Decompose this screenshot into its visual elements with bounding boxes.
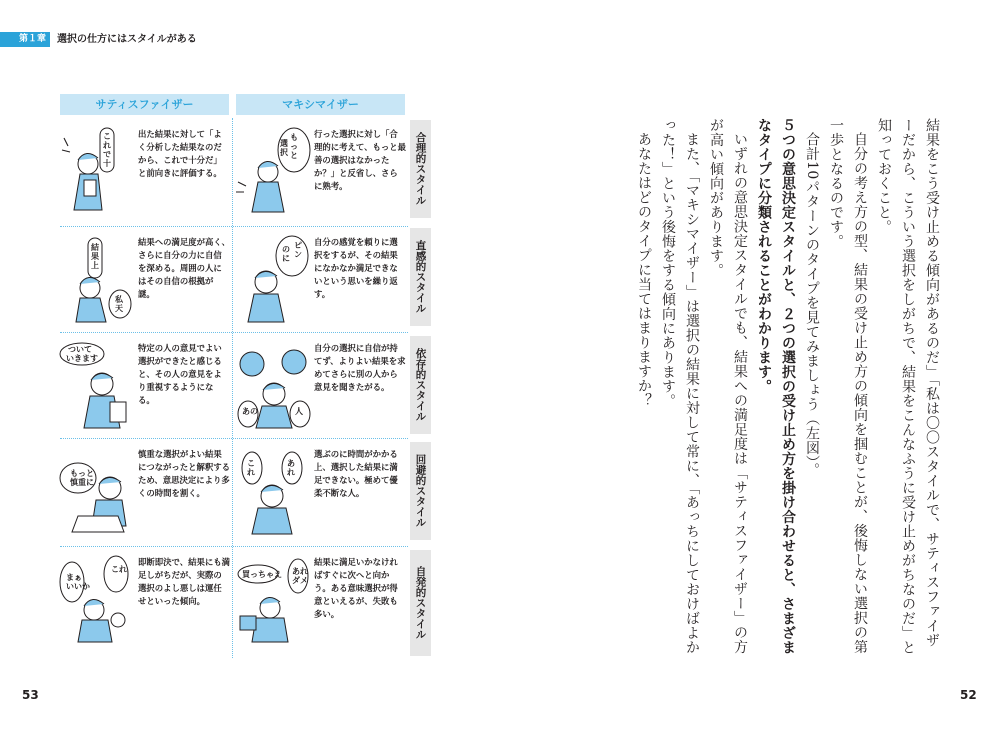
paragraph: あなたはどのタイプに当てはまりますか？ <box>636 132 652 408</box>
svg-text:こ: こ <box>247 459 255 468</box>
cell-text: 自分の選択に自信が持てず、よりよい結果を求めてさらに別の人から意見を聞きたがる。 <box>314 343 406 392</box>
style-tab-dependent: 依存的スタイル <box>410 336 431 434</box>
svg-text:の: の <box>282 245 290 254</box>
svg-text:れ: れ <box>247 468 255 477</box>
svg-text:と: と <box>290 151 298 160</box>
shopping-illustration <box>234 554 312 644</box>
row-divider <box>60 438 408 439</box>
svg-text:いきます: いきます <box>66 354 98 363</box>
bubble-text: こ <box>103 132 111 141</box>
paragraph: いずれの意思決定スタイルでも、結果への満足度は「サティスファイザー」の方が高い傾向があります。 <box>708 118 748 654</box>
svg-text:っ: っ <box>290 142 298 151</box>
svg-text:いいか: いいか <box>66 582 90 591</box>
cell-spontaneous-satisficer <box>58 548 230 648</box>
style-tab-spontaneous: 自発的スタイル <box>410 550 431 656</box>
paragraph: また、「マキシマイザー」は選択の結果に対して常に、「あっちにしておけばよかった！」という後悔をする傾向にあります。 <box>660 118 700 655</box>
svg-text:選: 選 <box>280 139 288 148</box>
row-divider <box>60 332 408 333</box>
paragraph: 結果をこう受け止める傾向があるのだ」「私は〇〇スタイルで、サティスファイザーだから、こういう選択をしがちで、結果をこんなふうに受け止めがちなのだ」と知っておくこと。 <box>876 118 940 655</box>
svg-text:あ: あ <box>287 459 295 468</box>
cell-text: 出た結果に対して「よく分析した結果なのだから、これで十分だ」と前向きに評価する。 <box>138 129 222 178</box>
svg-text:ン: ン <box>294 250 302 259</box>
cell-rational-maximizer <box>234 120 406 220</box>
svg-text:に: に <box>282 254 290 263</box>
cell-dependent-satisficer <box>58 334 230 434</box>
cell-text: 行った選択に対し「合理的に考えて、もっと最善の選択はなかったか？」と反省し、さらに熟考。 <box>314 129 406 191</box>
column-header-maximizer: マキシマイザー <box>236 94 405 115</box>
svg-text:もっと: もっと <box>70 469 94 478</box>
paragraph: 合計10パターンのタイプを見てみましょう（左図）。 <box>804 132 820 478</box>
svg-text:まぁ: まぁ <box>66 573 82 582</box>
svg-text:私: 私 <box>115 295 123 304</box>
troubled-man-illustration <box>234 340 312 430</box>
svg-text:慎重に: 慎重に <box>70 478 94 487</box>
cell-text: 自分の感覚を頼りに選択をするが、その結果になかなか満足できないという思いを繰り返す。 <box>314 237 398 299</box>
following-man-illustration <box>58 340 136 430</box>
svg-text:ピ: ピ <box>294 241 302 250</box>
cell-text: 慎重な選択がよい結果につながったと解釈するため、意思決定により多くの時間を割く。 <box>138 449 230 498</box>
svg-text:れ: れ <box>287 468 295 477</box>
svg-text:択: 択 <box>280 148 288 157</box>
confident-man-illustration <box>58 126 136 216</box>
svg-text:で: で <box>103 150 111 159</box>
svg-text:結: 結 <box>91 243 99 252</box>
pondering-man-illustration <box>234 126 312 216</box>
row-divider <box>60 226 408 227</box>
cell-text: 即断即決で、結果にも満足しがちだが、実際の選択のよし悪しは運任せといった傾向。 <box>138 557 230 606</box>
cell-intuitive-maximizer <box>234 228 406 328</box>
indecisive-man-illustration <box>234 446 312 536</box>
svg-text:上: 上 <box>91 261 99 270</box>
svg-text:あの: あの <box>242 407 258 416</box>
svg-text:これ: これ <box>111 565 127 574</box>
cell-avoidant-satisficer <box>58 440 230 540</box>
cell-spontaneous-maximizer <box>234 548 406 648</box>
smug-man-illustration <box>58 234 136 324</box>
cell-avoidant-maximizer <box>234 440 406 540</box>
cell-dependent-maximizer <box>234 334 406 434</box>
style-tab-intuitive: 直感的スタイル <box>410 228 431 326</box>
careful-man-illustration <box>58 446 136 536</box>
svg-text:ダメ: ダメ <box>292 576 308 585</box>
chapter-badge: 第１章 <box>0 32 50 47</box>
page-number-right: 52 <box>960 688 977 702</box>
paragraph: 自分の考え方の型、結果の受け止め方の傾向を掴むことが、後悔しない選択の第一歩となるのです。 <box>828 118 868 654</box>
frustrated-man-illustration <box>234 234 312 324</box>
svg-text:十: 十 <box>103 159 111 168</box>
style-tab-avoidant: 回避的スタイル <box>410 442 431 540</box>
cell-text: 結果への満足度が高く、さらに自分の力に自信を深める。周囲の人にはその自信の根拠が謎。 <box>138 237 230 299</box>
cell-text: 結果に満足いかなければすぐに次へと向かう。ある意味選択が得意といえるが、失敗も多い。 <box>314 557 398 619</box>
cell-rational-satisficer <box>58 120 230 220</box>
page-number-left: 53 <box>22 688 39 702</box>
svg-text:買っちゃえ: 買っちゃえ <box>242 570 282 579</box>
svg-text:あれ: あれ <box>292 567 308 576</box>
svg-text:人: 人 <box>295 407 303 416</box>
cell-text: 特定の人の意見でよい選択ができたと感じると、その人の意見をより重視するようになる。 <box>138 343 222 405</box>
column-header-satisficer: サティスファイザー <box>60 94 229 115</box>
svg-text:果: 果 <box>91 252 99 261</box>
svg-text:れ: れ <box>103 141 111 150</box>
svg-text:も: も <box>290 133 298 142</box>
svg-text:天: 天 <box>115 304 123 313</box>
style-tab-rational: 合理的スタイル <box>410 120 431 218</box>
cell-text: 選ぶのに時間がかかる上、選択した結果に満足できない。極めて優柔不断な人。 <box>314 449 398 498</box>
svg-text:ついて: ついて <box>68 345 92 354</box>
row-divider <box>60 546 408 547</box>
cell-intuitive-satisficer <box>58 228 230 328</box>
section-heading: ５つの意思決定スタイルと、２つの選択の受け止め方を掛け合わせると、さまざまなタイプに分類されることがわかります。 <box>756 118 796 655</box>
column-divider <box>232 118 233 658</box>
family-illustration <box>58 554 136 644</box>
chapter-title: 選択の仕方にはスタイルがある <box>57 34 197 45</box>
body-text <box>560 118 944 658</box>
